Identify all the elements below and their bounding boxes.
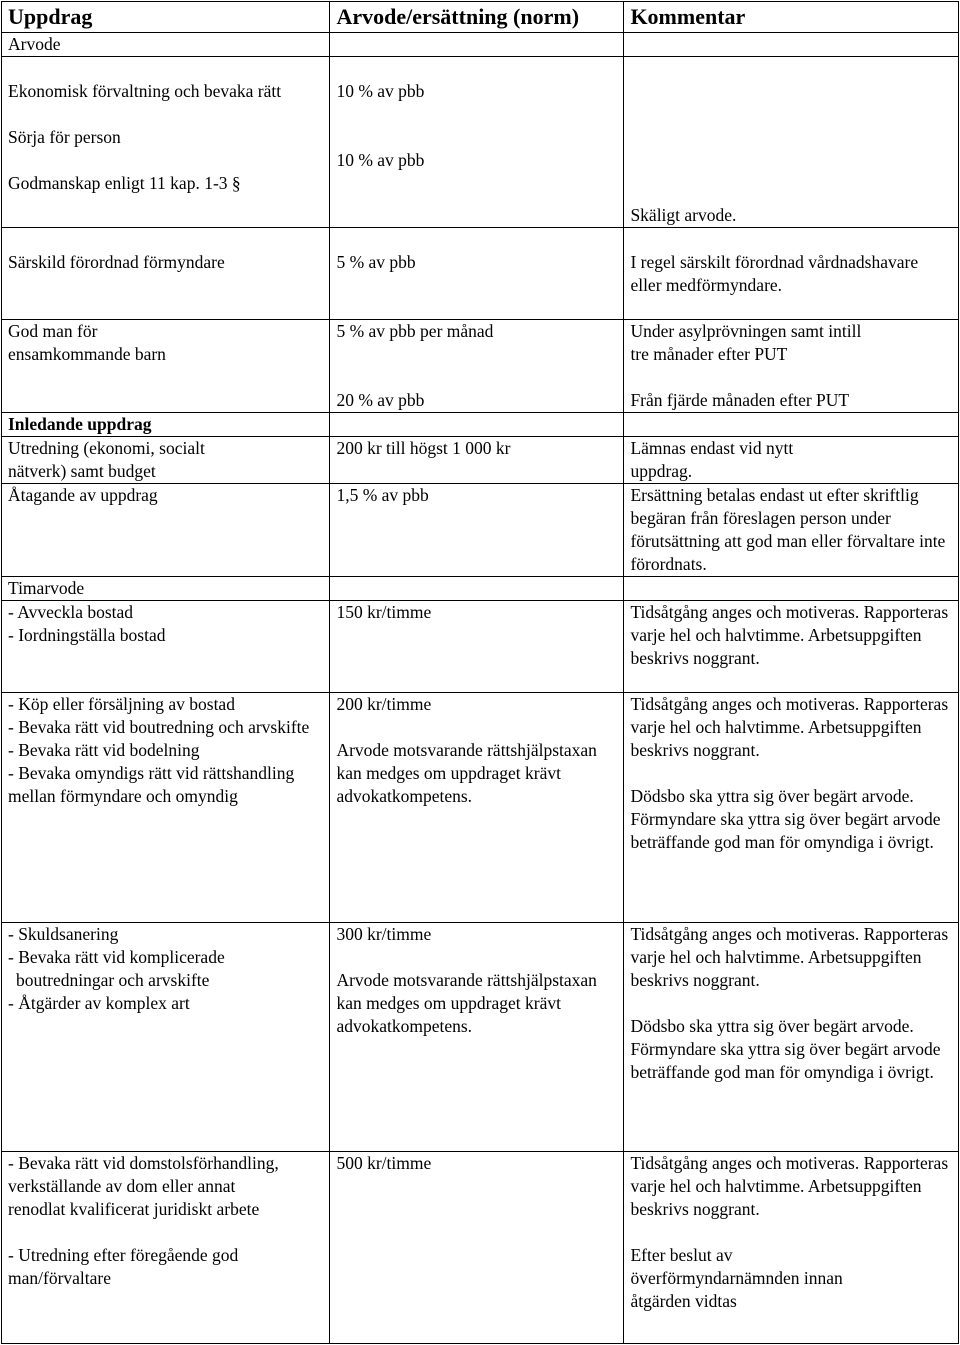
section-row-arvode — [2, 33, 959, 57]
task-cell: - Bevaka rätt vid domstolsförhandling, verkställande av dom eller annat renodlat kvalificerat juridiskt arbete - Utredning efter föregående god man/förvaltare — [2, 1152, 330, 1344]
header-row — [2, 2, 959, 33]
comment-cell: Ersättning betalas endast ut efter skriftlig begäran från föreslagen person under förutsättning att god man eller förvaltare inte förordnats. — [624, 484, 959, 577]
section-row-timarvode — [2, 577, 959, 601]
table-row — [2, 320, 959, 413]
comment-cell: I regel särskilt förordnad vårdnadshavare eller medförmyndare. — [624, 228, 959, 320]
task-cell: God man för ensamkommande barn — [2, 320, 330, 413]
section-row-inledande — [2, 413, 959, 437]
section-title: Timarvode — [2, 577, 330, 601]
table-row — [2, 1152, 959, 1344]
task-cell: - Avveckla bostad - Iordningställa bostad — [2, 601, 330, 693]
comment-cell: Tidsåtgång anges och motiveras. Rapporteras varje hel och halvtimme. Arbetsuppgiften beskrivs noggrant. Dödsbo ska yttra sig över begärt arvode. Förmyndare ska yttra sig över begärt arvode beträffande god man för omyndiga i övrigt. — [624, 693, 959, 923]
table-row — [2, 693, 959, 923]
comment-cell: Tidsåtgång anges och motiveras. Rapporteras varje hel och halvtimme. Arbetsuppgiften beskrivs noggrant. Efter beslut av överförmyndarnämnden innan åtgärden vidtas — [624, 1152, 959, 1344]
fee-schedule-table — [1, 1, 959, 1344]
fee-cell: 10 % av pbb 10 % av pbb — [330, 57, 624, 228]
table-row — [2, 601, 959, 693]
fee-cell: 500 kr/timme — [330, 1152, 624, 1344]
task-cell: Åtagande av uppdrag — [2, 484, 330, 577]
task-cell: - Skuldsanering - Bevaka rätt vid komplicerade boutredningar och arvskifte - Åtgärder av komplex art — [2, 923, 330, 1152]
comment-cell: Tidsåtgång anges och motiveras. Rapporteras varje hel och halvtimme. Arbetsuppgiften beskrivs noggrant. Dödsbo ska yttra sig över begärt arvode. Förmyndare ska yttra sig över begärt arvode beträffande god man för omyndiga i övrigt. — [624, 923, 959, 1152]
task-cell: Utredning (ekonomi, socialt nätverk) samt budget — [2, 437, 330, 484]
table-row — [2, 484, 959, 577]
table-row — [2, 437, 959, 484]
fee-cell: 1,5 % av pbb — [330, 484, 624, 577]
header-kommentar: Kommentar — [624, 2, 959, 33]
task-cell: Särskild förordnad förmyndare — [2, 228, 330, 320]
comment-cell: Tidsåtgång anges och motiveras. Rapporteras varje hel och halvtimme. Arbetsuppgiften beskrivs noggrant. — [624, 601, 959, 693]
table-row — [2, 57, 959, 228]
fee-cell: 5 % av pbb per månad 20 % av pbb — [330, 320, 624, 413]
section-title: Arvode — [2, 33, 330, 57]
header-arvode: Arvode/ersättning (norm) — [330, 2, 624, 33]
section-title: Inledande uppdrag — [2, 413, 330, 437]
header-uppdrag: Uppdrag — [2, 2, 330, 33]
comment-cell: Skäligt arvode. — [624, 57, 959, 228]
comment-cell: Under asylprövningen samt intill tre månader efter PUT Från fjärde månaden efter PUT — [624, 320, 959, 413]
comment-cell: Lämnas endast vid nytt uppdrag. — [624, 437, 959, 484]
fee-cell: 200 kr till högst 1 000 kr — [330, 437, 624, 484]
task-cell: Ekonomisk förvaltning och bevaka rätt Sörja för person Godmanskap enligt 11 kap. 1-3 § — [2, 57, 330, 228]
table-row — [2, 228, 959, 320]
fee-cell: 5 % av pbb — [330, 228, 624, 320]
fee-cell: 150 kr/timme — [330, 601, 624, 693]
table-row — [2, 923, 959, 1152]
fee-cell: 300 kr/timme Arvode motsvarande rättshjälpstaxan kan medges om uppdraget krävt advokatkompetens. — [330, 923, 624, 1152]
task-cell: - Köp eller försäljning av bostad - Bevaka rätt vid boutredning och arvskifte - Bevaka rätt vid bodelning - Bevaka omyndigs rätt vid rättshandling mellan förmyndare och omyndig — [2, 693, 330, 923]
fee-cell: 200 kr/timme Arvode motsvarande rättshjälpstaxan kan medges om uppdraget krävt advokatkompetens. — [330, 693, 624, 923]
